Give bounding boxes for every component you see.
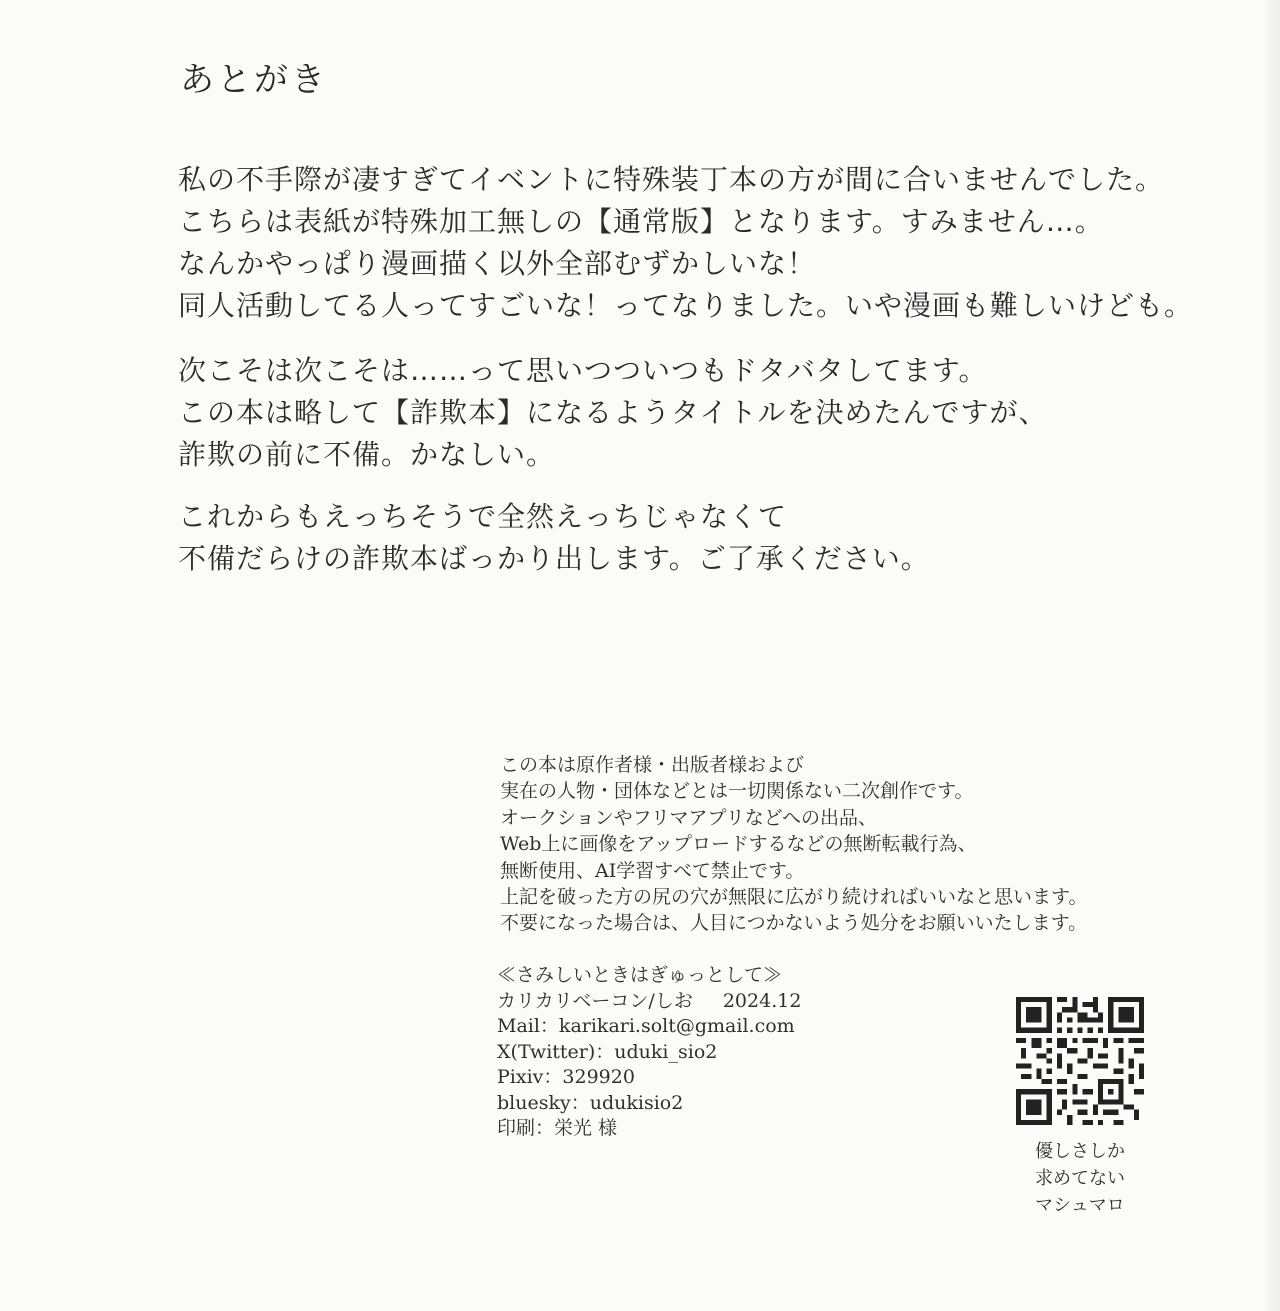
afterword-line: 私の不手際が凄すぎてイベントに特殊装丁本の方が間に合いませんでした。: [178, 163, 1165, 196]
contact-bluesky: bluesky：udukisio2: [497, 1091, 684, 1114]
qr-caption-line: 優しさしか: [1035, 1141, 1125, 1162]
qr-code-icon: [1016, 997, 1144, 1125]
page-edge-shadow: [1262, 0, 1280, 1311]
qr-caption-line: 求めてない: [1035, 1168, 1125, 1189]
afterword-line: 同人活動してる人ってすごいな！ってなりました。いや漫画も難しいけども。: [178, 289, 1194, 322]
circle-name: カリカリベーコン/しお: [497, 989, 693, 1012]
afterword-line: 不備だらけの詐欺本ばっかり出します。ご了承ください。: [178, 542, 930, 575]
afterword-line: 次こそは次こそは……って思いつついつもドタバタしてます。: [178, 354, 988, 387]
notice-line: 実在の人物・団体などとは一切関係ない二次創作です。: [500, 780, 974, 803]
afterword-line: なんかやっぱり漫画描く以外全部むずかしいな！: [178, 247, 817, 280]
afterword-line: この本は略して【詐欺本】になるようタイトルを決めたんですが、: [178, 396, 1048, 429]
afterword-line: これからもえっちそうで全然えっちじゃなくて: [178, 500, 788, 533]
afterword-paragraph-1: [178, 159, 1193, 327]
afterword-line: こちらは表紙が特殊加工無しの【通常版】となります。すみません…。: [178, 205, 1104, 238]
publish-date: 2024.12: [722, 989, 802, 1012]
contact-twitter: X(Twitter)：uduki_sio2: [497, 1040, 718, 1063]
notice-line: この本は原作者様・出版者様および: [500, 754, 805, 776]
notice-line: 不要になった場合は、人目につかないよう処分をお願いいたします。: [500, 912, 1088, 935]
book-title: ≪さみしいときはぎゅっとして≫: [497, 964, 783, 986]
printer-credit: 印刷：栄光 様: [497, 1117, 618, 1139]
afterword-title: あとがき: [180, 60, 328, 100]
colophon: [497, 963, 801, 1142]
qr-caption: [1020, 1138, 1140, 1219]
copyright-notice: [500, 752, 1087, 937]
contact-pixiv: Pixiv：329920: [497, 1066, 635, 1088]
notice-line: オークションやフリマアプリなどへの出品、: [500, 806, 877, 829]
afterword-paragraph-2: [178, 350, 1047, 476]
afterword-line: 詐欺の前に不備。かなしい。: [178, 438, 556, 471]
afterword-paragraph-3: [178, 496, 930, 580]
notice-line: 無断使用、AI学習すべて禁止です。: [500, 859, 805, 882]
notice-line: Web上に画像をアップロードするなどの無断転載行為、: [500, 833, 977, 856]
circle-line: [497, 989, 801, 1015]
qr-caption-line: マシュマロ: [1035, 1195, 1125, 1216]
contact-mail: Mail：karikari.solt@gmail.com: [497, 1015, 795, 1037]
notice-line: 上記を破った方の尻の穴が無限に広がり続ければいいなと思います。: [500, 885, 1088, 908]
